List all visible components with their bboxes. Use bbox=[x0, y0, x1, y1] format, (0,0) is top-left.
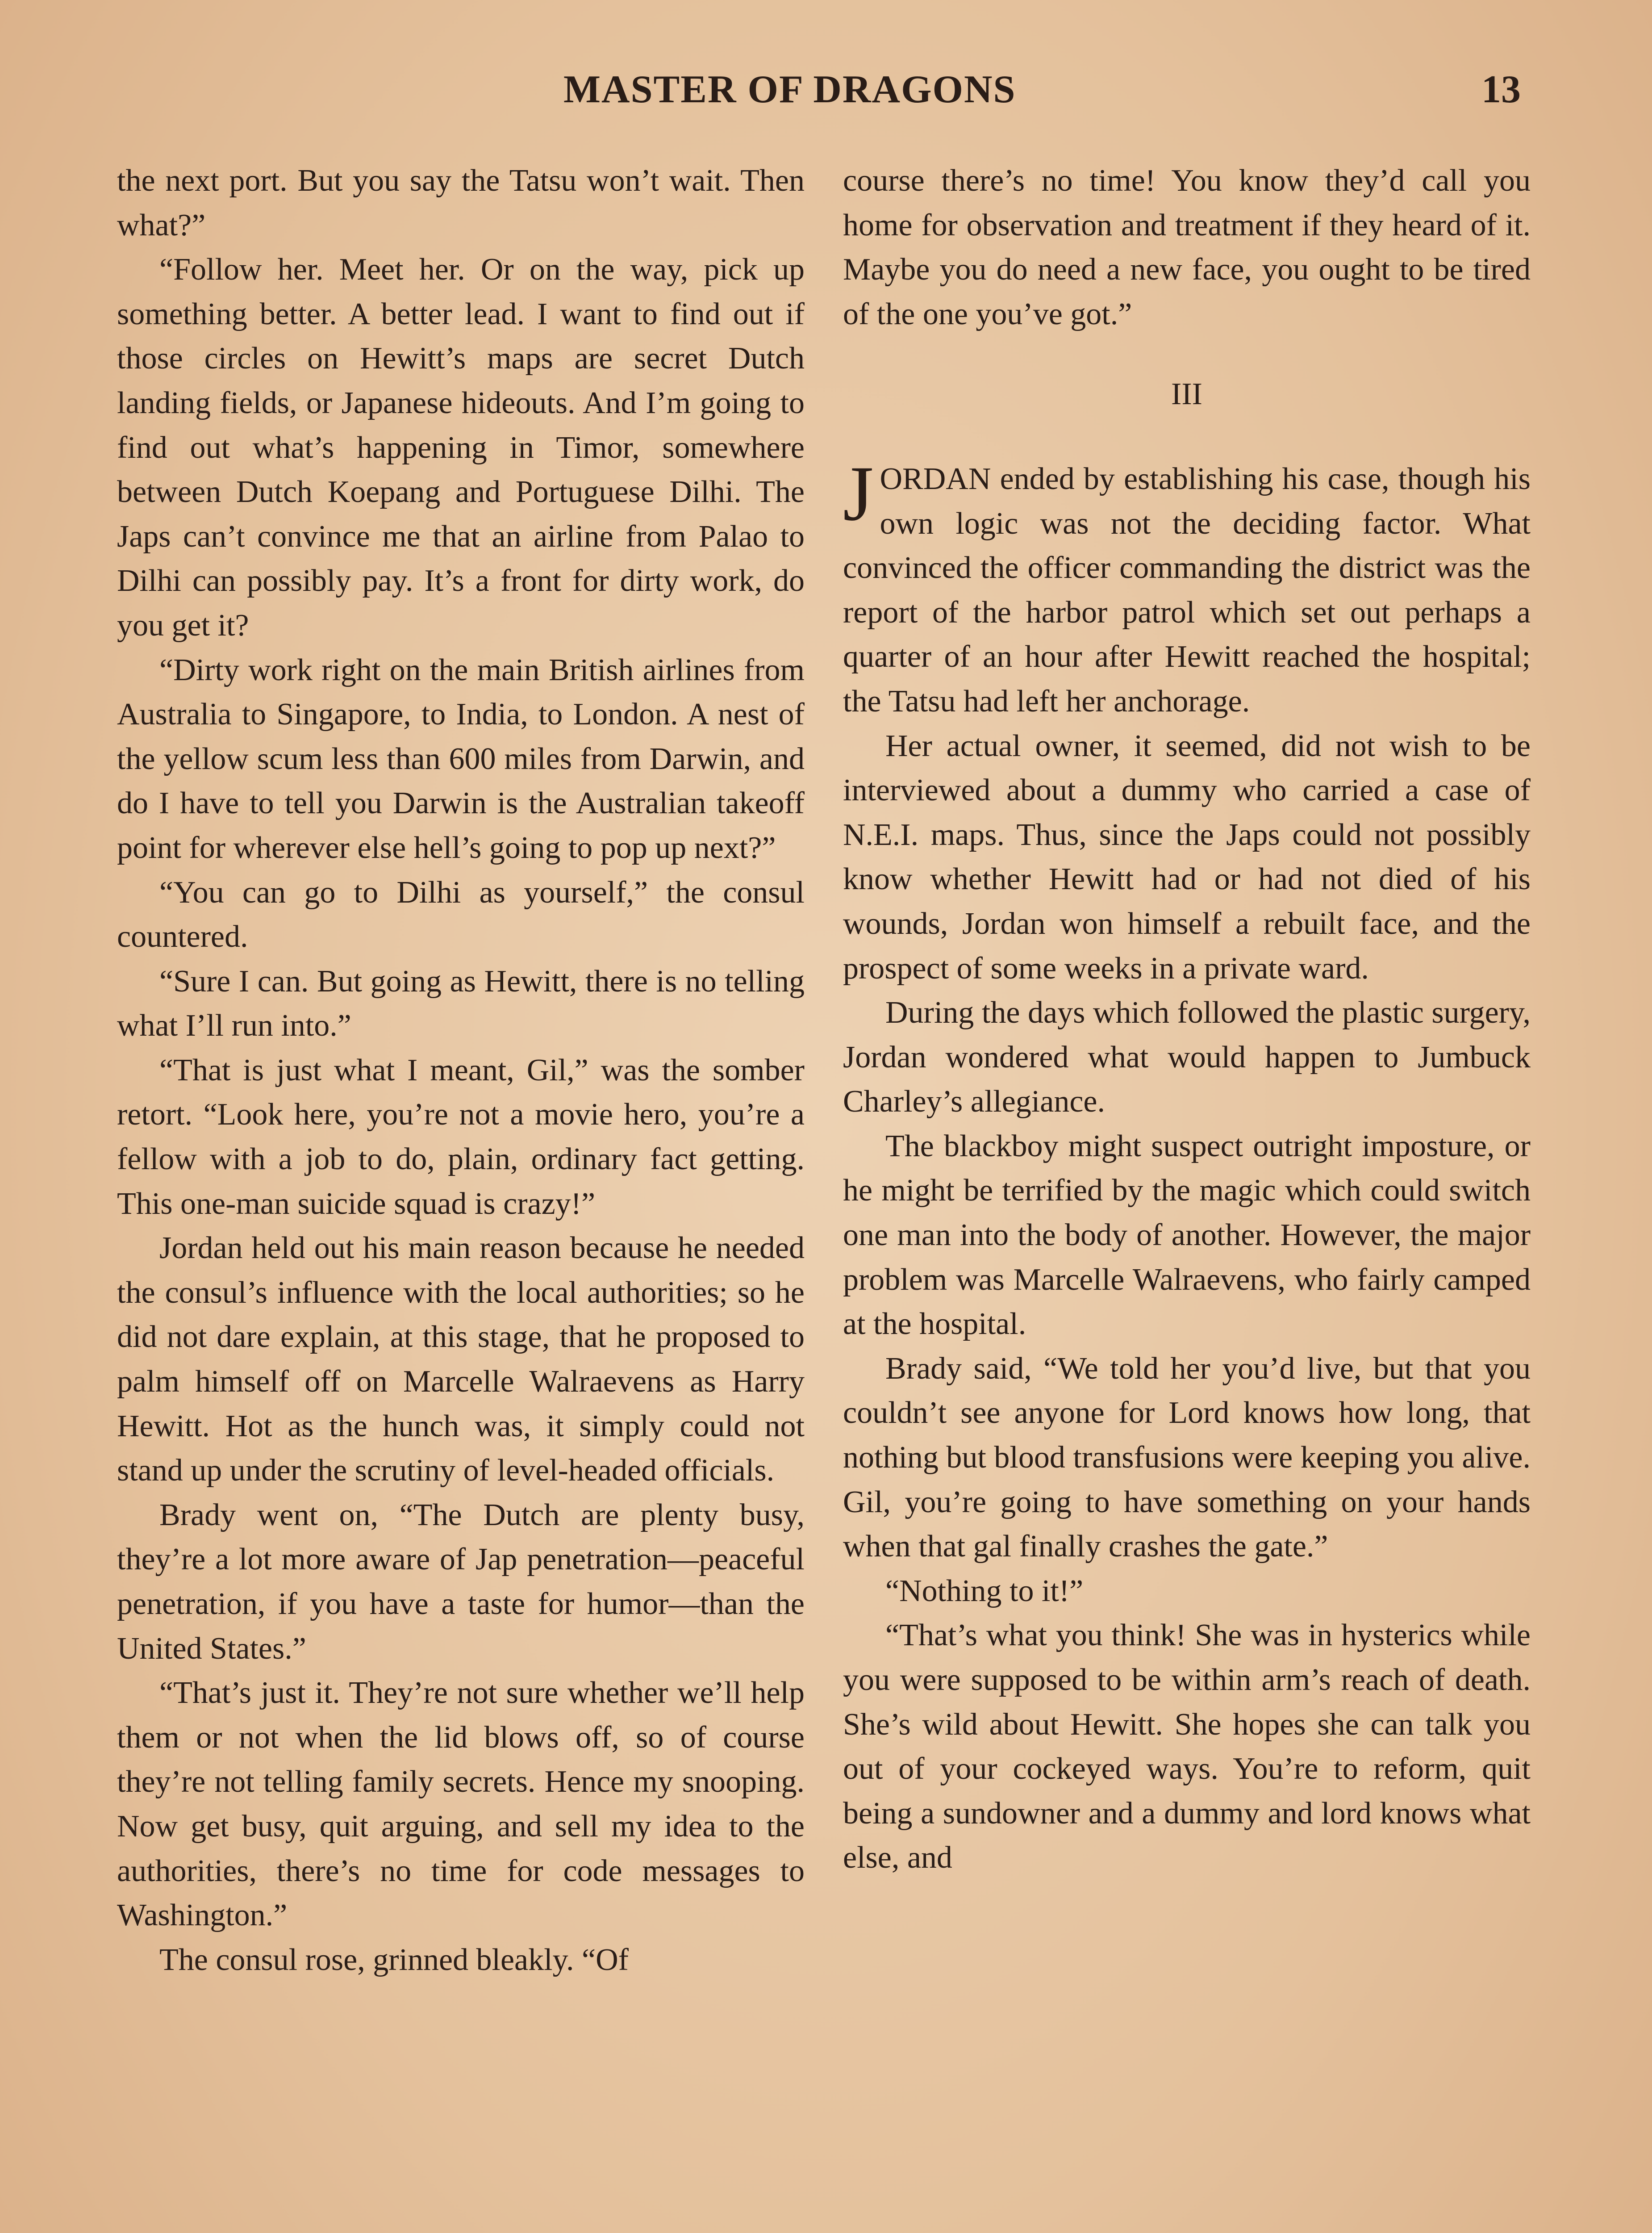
paragraph: “That’s what you think! She was in hysterics while you were supposed to be within arm’s reach of death. She’s wild about Hewitt. She hopes she can talk you out of your cockeyed ways. You’re to reform, quit being a sundowner and a dummy and lord knows what else, and bbox=[843, 1618, 1531, 1875]
paragraph: Jordan held out his main reason because he needed the consul’s influence with the local authorities; so he did not dare explain, at this stage, that he proposed to palm himself off on Marcelle Walraevens as Harry Hewitt. Hot as the hunch was, it simply could not stand up under the scrutiny of level-headed officials. bbox=[117, 1231, 805, 1488]
paragraph: “That is just what I meant, Gil,” was the somber retort. “Look here, you’re not a movie hero, you’re a fellow with a job to do, plain, ordinary fact getting. This one-man suicide squad is crazy!” bbox=[117, 1053, 805, 1221]
section-number: III bbox=[1171, 377, 1202, 412]
paragraph: “Nothing to it!” bbox=[885, 1573, 1084, 1608]
paragraph: During the days which followed the plastic surgery, Jordan wondered what would happen to Jumbuck Charley’s allegiance. bbox=[843, 995, 1531, 1119]
drop-cap: J bbox=[843, 450, 874, 537]
paragraph: Her actual owner, it seemed, did not wish to be interviewed about a dummy who carried a case of N.E.I. maps. Thus, since the Japs could not possibly know whether Hewitt had or had not died of his wounds, Jordan won himself a rebuilt face, and the prospect of some weeks in a private ward. bbox=[843, 728, 1531, 986]
paragraph-with-dropcap bbox=[843, 450, 1531, 724]
paragraph: “You can go to Dilhi as yourself,” the consul countered. bbox=[117, 875, 805, 954]
right-column bbox=[843, 159, 1531, 1880]
left-column bbox=[117, 159, 805, 1982]
paragraph: Brady said, “We told her you’d live, but that you couldn’t see anyone for Lord knows how long, that nothing but blood transfusions were keeping you alive. Gil, you’re going to have something on your hands when that gal finally crashes the gate.” bbox=[843, 1351, 1531, 1564]
paragraph: the next port. But you say the Tatsu won’t wait. Then what?” bbox=[117, 163, 805, 243]
paragraph: Brady went on, “The Dutch are plenty busy, they’re a lot more aware of Jap penetration—peaceful penetration, if you have a taste for humor—than the United States.” bbox=[117, 1497, 805, 1666]
paragraph: “Sure I can. But going as Hewitt, there is no telling what I’ll run into.” bbox=[117, 964, 805, 1043]
running-head: MASTER OF DRAGONS bbox=[563, 68, 1016, 111]
paragraph: The consul rose, grinned bleakly. “Of bbox=[159, 1942, 629, 1977]
paragraph: “Follow her. Meet her. Or on the way, pick up something better. A better lead. I want to find out if those circles on Hewitt’s maps are secret Dutch landing fields, or Japanese hideouts. And I’m going to find out what’s happening in Timor, somewhere between Dutch Koepang and Portuguese Dilhi. The Japs can’t convince me that an airline from Palao to Dilhi can possibly pay. It’s a front for dirty work, do you get it? bbox=[117, 252, 805, 643]
paragraph: course there’s no time! You know they’d call you home for observation and treatment if they heard of it. Maybe you do need a new face, you ought to be tired of the one you’ve got.” bbox=[843, 163, 1531, 331]
paragraph: “Dirty work right on the main British airlines from Australia to Singapore, to India, to London. A nest of the yellow scum less than 600 miles from Darwin, and do I have to tell you Darwin is the Australian takeoff point for wherever else hell’s going to pop up next?” bbox=[117, 652, 805, 865]
dropcap-paragraph-text: ORDAN ended by establishing his case, though his own logic was not the deciding factor. What convinced the officer commanding the district was the report of the harbor patrol which set out perhaps a quarter of an hour after Hewitt reached the hospital; the Tatsu had left her anchorage. bbox=[843, 461, 1531, 719]
paragraph: The blackboy might suspect outright imposture, or he might be terrified by the magic which could switch one man into the body of another. However, the major problem was Marcelle Walraevens, who fairly camped at the hospital. bbox=[843, 1129, 1531, 1342]
page-number: 13 bbox=[1481, 68, 1521, 111]
paragraph: “That’s just it. They’re not sure whether we’ll help them or not when the lid blows off, so of course they’re not telling family secrets. Hence my snooping. Now get busy, quit arguing, and sell my idea to the authorities, there’s no time for code messages to Washington.” bbox=[117, 1676, 805, 1933]
